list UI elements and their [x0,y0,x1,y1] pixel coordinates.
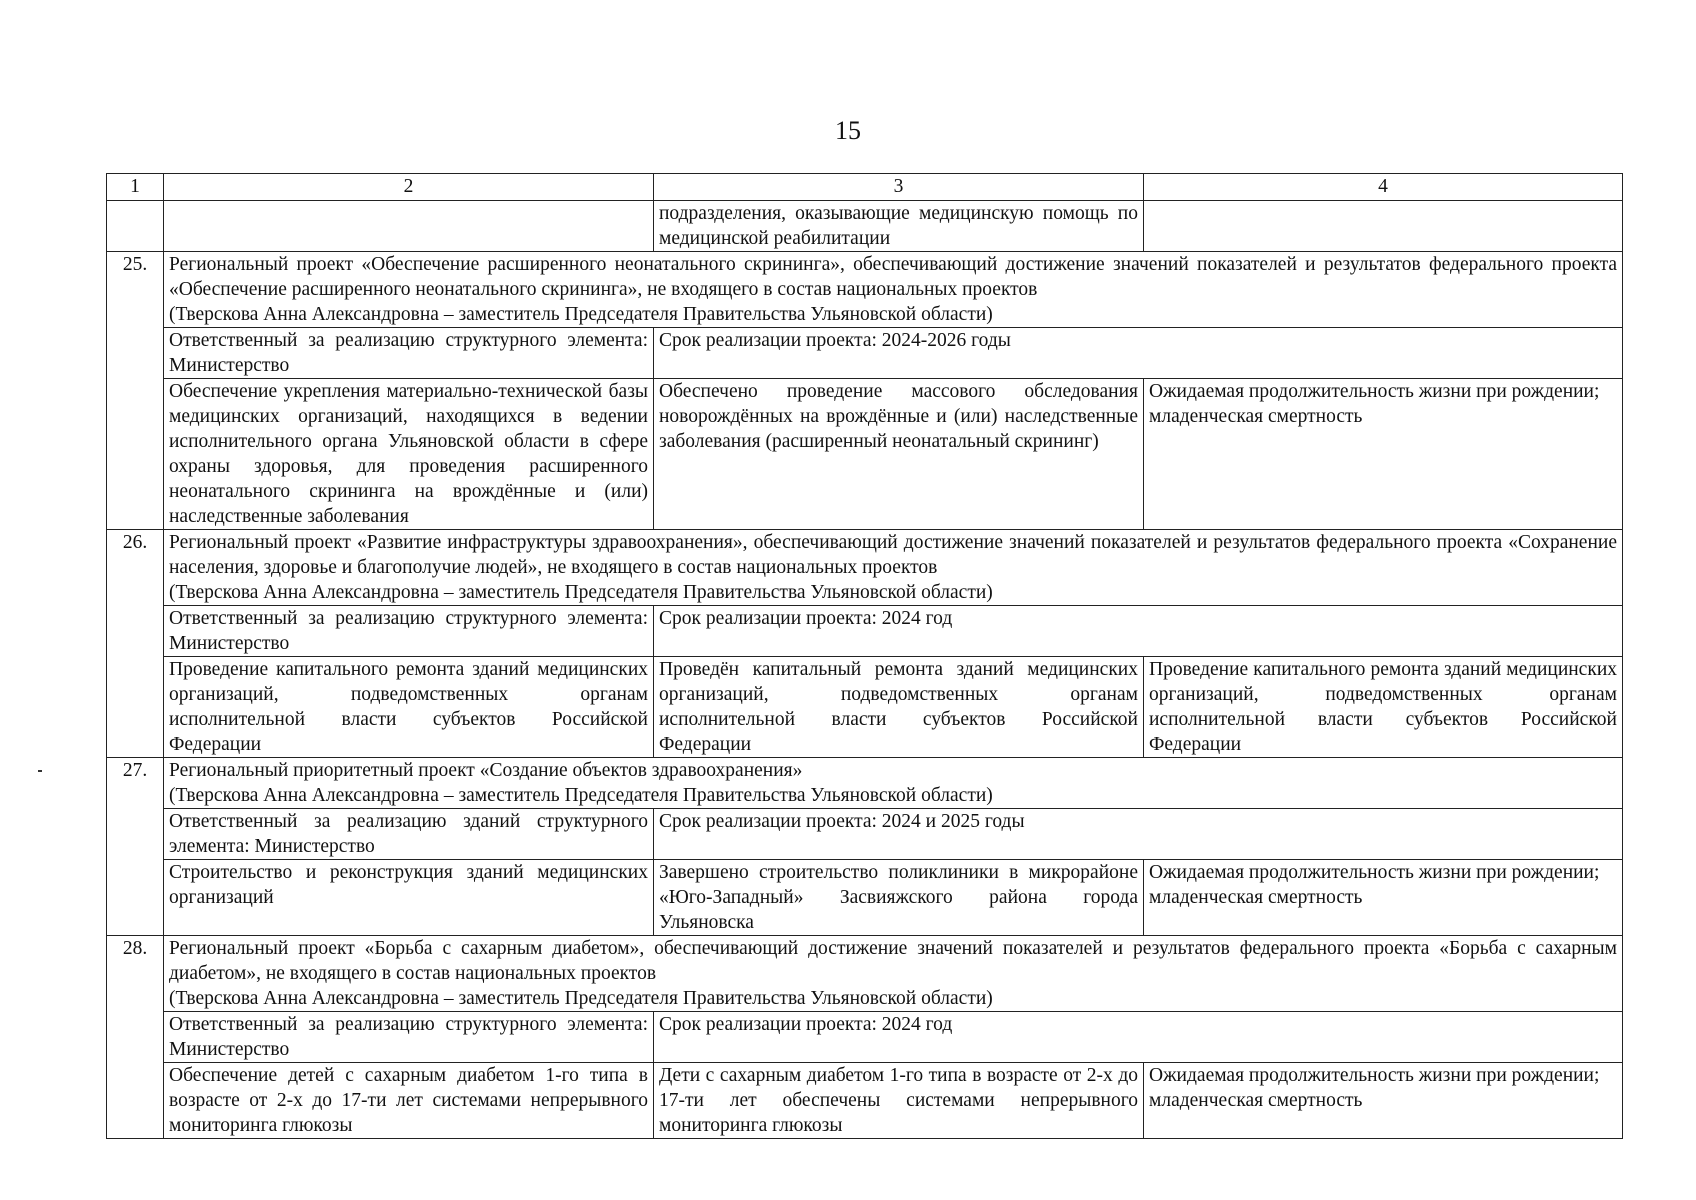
task-cell: Строительство и реконструкция зданий медицинских организаций [164,860,654,936]
project-title-cell [164,936,1623,1012]
project-title-cell [164,758,1623,809]
indicator: Проведение капитального ремонта зданий медицинских организаций, подведомственных органам исполнительной власти субъектов Российской Федерации [1149,659,1617,755]
project-number: 26. [107,530,164,758]
indicator: Ожидаемая продолжительность жизни при рождении; [1149,1065,1600,1086]
project-detail-row [107,1063,1623,1139]
project-meta-row [107,1012,1623,1063]
scan-mark [38,770,42,772]
column-number-3: 3 [654,174,1144,201]
project-title-row [107,758,1623,809]
task-cell: Проведение капитального ремонта зданий медицинских организаций, подведомственных органам исполнительной власти субъектов Российской Федерации [164,657,654,758]
empty-cell [164,201,654,252]
project-number: 28. [107,936,164,1139]
task-cell: Обеспечение детей с сахарным диабетом 1-го типа в возрасте от 2-х до 17-ти лет системами непрерывного мониторинга глюкозы [164,1063,654,1139]
indicator: младенческая смертность [1149,887,1363,908]
column-number-2: 2 [164,174,654,201]
project-detail-row [107,657,1623,758]
project-curator: (Тверскова Анна Александровна – заместитель Председателя Правительства Ульяновской области) [169,582,993,603]
term-cell: Срок реализации проекта: 2024 и 2025 годы [654,809,1623,860]
responsible-cell: Ответственный за реализацию структурного элемента: Министерство [164,1012,654,1063]
projects-table [106,173,1623,1139]
project-detail-row [107,860,1623,936]
project-meta-row [107,328,1623,379]
indicators-cell [1144,860,1623,936]
project-title-cell [164,252,1623,328]
column-number-1: 1 [107,174,164,201]
project-title: Региональный проект «Борьба с сахарным диабетом», обеспечивающий достижение значений показателей и результатов федерального проекта «Борьба с сахарным диабетом», не входящего в состав национальных проектов [169,938,1617,984]
term-cell: Срок реализации проекта: 2024 год [654,1012,1623,1063]
indicator: младенческая смертность [1149,1090,1363,1111]
project-curator: (Тверскова Анна Александровна – заместитель Председателя Правительства Ульяновской области) [169,304,993,325]
responsible-cell: Ответственный за реализацию структурного элемента: Министерство [164,328,654,379]
column-number-row [107,174,1623,201]
continuation-result: подразделения, оказывающие медицинскую помощь по медицинской реабилитации [654,201,1144,252]
term-cell: Срок реализации проекта: 2024-2026 годы [654,328,1623,379]
project-title: Региональный проект «Обеспечение расширенного неонатального скрининга», обеспечивающий достижение значений показателей и результатов федерального проекта «Обеспечение расширенного неонатального скрининга», не входящего в состав национальных проектов [169,254,1617,300]
indicator: младенческая смертность [1149,406,1363,427]
project-title-row [107,936,1623,1012]
responsible-cell: Ответственный за реализацию структурного элемента: Министерство [164,606,654,657]
column-number-4: 4 [1144,174,1623,201]
responsible-cell: Ответственный за реализацию зданий структурного элемента: Министерство [164,809,654,860]
term-cell: Срок реализации проекта: 2024 год [654,606,1623,657]
task-cell: Обеспечение укрепления материально-технической базы медицинских организаций, находящихся в ведении исполнительного органа Ульяновской области в сфере охраны здоровья, для проведения расширенного неонатального скрининга на врождённые и (или) наследственные заболевания [164,379,654,530]
indicators-cell [1144,1063,1623,1139]
project-curator: (Тверскова Анна Александровна – заместитель Председателя Правительства Ульяновской области) [169,785,993,806]
project-title: Региональный приоритетный проект «Создание объектов здравоохранения» [169,760,803,781]
project-meta-row [107,606,1623,657]
page-number: 15 [835,116,861,145]
project-title-row [107,530,1623,606]
indicator: Ожидаемая продолжительность жизни при рождении; [1149,862,1600,883]
project-title-cell [164,530,1623,606]
project-title: Региональный проект «Развитие инфраструктуры здравоохранения», обеспечивающий достижение значений показателей и результатов федерального проекта «Сохранение населения, здоровье и благополучие людей», не входящего в состав национальных проектов [169,532,1617,578]
project-curator: (Тверскова Анна Александровна – заместитель Председателя Правительства Ульяновской области) [169,988,993,1009]
empty-cell [1144,201,1623,252]
project-meta-row [107,809,1623,860]
project-title-row [107,252,1623,328]
continuation-row [107,201,1623,252]
indicators-cell [1144,379,1623,530]
indicator: Ожидаемая продолжительность жизни при рождении; [1149,381,1600,402]
result-cell: Дети с сахарным диабетом 1-го типа в возрасте от 2-х до 17-ти лет обеспечены системами непрерывного мониторинга глюкозы [654,1063,1144,1139]
project-detail-row [107,379,1623,530]
result-cell: Обеспечено проведение массового обследования новорождённых на врождённые и (или) наследственные заболевания (расширенный неонатальный скрининг) [654,379,1144,530]
result-cell: Проведён капитальный ремонта зданий медицинских организаций, подведомственных органам исполнительной власти субъектов Российской Федерации [654,657,1144,758]
indicators-cell [1144,657,1623,758]
project-number: 27. [107,758,164,936]
empty-cell [107,201,164,252]
result-cell: Завершено строительство поликлиники в микрорайоне «Юго-Западный» Засвияжского района города Ульяновска [654,860,1144,936]
project-number: 25. [107,252,164,530]
